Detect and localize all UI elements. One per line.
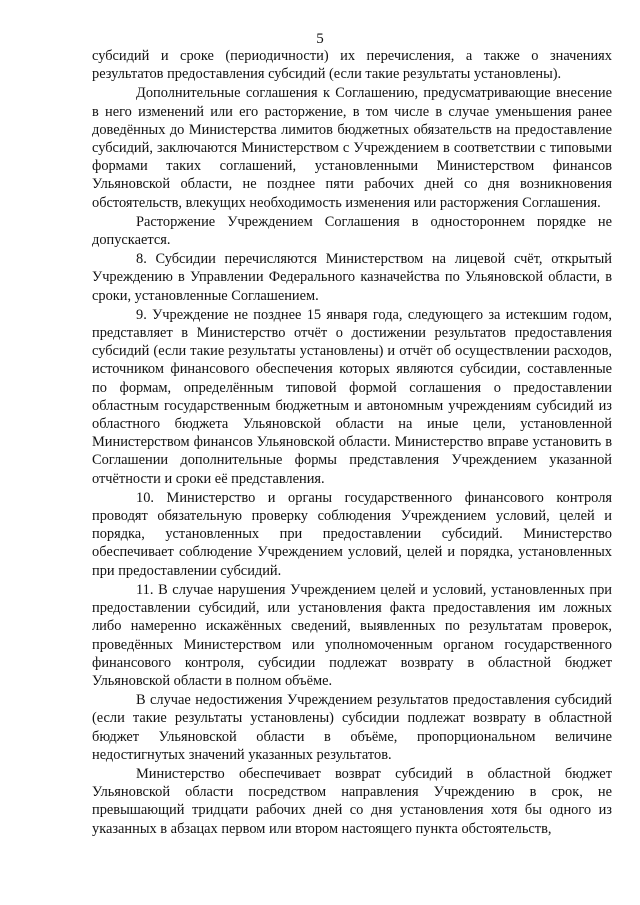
- document-body: [92, 47, 612, 838]
- paragraph-return-subsidies: Министерство обеспечивает возврат субсидий в областной бюджет Ульяновской области посредством направления Учреждению в срок, не превышающий тридцати рабочих дней со дня установления хотя бы одного из указанных в абзацах первом или втором настоящего пункта обстоятельств,: [92, 765, 612, 837]
- paragraph-additional-agreements: Дополнительные соглашения к Соглашению, предусматривающие внесение в него изменений или его расторжение, в том числе в случае уменьшения ранее доведённых до Министерства лимитов бюджетных обязательств на предоставление субсидий, заключаются Министерством с Учреждением в соответствии с типовыми формами таких соглашений, установленными Министерством финансов Ульяновской области, не позднее пяти рабочих дней со дня возникновения обстоятельств, влекущих необходимость изменения или расторжения Соглашения.: [92, 85, 612, 211]
- paragraph-termination: Расторжение Учреждением Соглашения в одностороннем порядке не допускается.: [92, 213, 612, 249]
- paragraph-item-11: 11. В случае нарушения Учреждением целей и условий, установленных при предоставлении субсидий, или установления факта предоставления им ложных либо намеренно искажённых сведений, выявленных по результатам проверок, проведённых Министерством или уполномоченным органом государственного финансового контроля, субсидии подлежат возврату в областной бюджет Ульяновской области в полном объёме.: [92, 581, 612, 689]
- paragraph-continuation: субсидий и сроке (периодичности) их перечисления, а также о значениях результатов предоставления субсидий (если такие результаты установлены).: [92, 48, 612, 83]
- page-number: 5: [316, 31, 324, 47]
- paragraph-item-10: 10. Министерство и органы государственного финансового контроля проводят обязательную проверку соблюдения Учреждением условий, целей и порядка, установленных при предоставлении субсидий. Министерство обеспечивает соблюдение Учреждением условий, целей и порядка, установленных при предоставлении субсидий.: [92, 489, 612, 579]
- paragraph-non-achievement: В случае недостижения Учреждением результатов предоставления субсидий (если такие результаты установлены) субсидии подлежат возврату в областной бюджет Ульяновской области в объёме, пропорциональном величине недостигнутых значений указанных результатов.: [92, 692, 612, 763]
- paragraph-item-9: 9. Учреждение не позднее 15 января года, следующего за истекшим годом, представляет в Министерство отчёт о достижении результатов предоставления субсидий (если такие результаты установлены) и отчёт об осуществлении расходов, источником финансового обеспечения которых являются субсидии, составленные по формам, определённым типовой формой соглашения о предоставлении областным государственным бюджетным и автономным учреждениям субсидий из областного бюджета Ульяновской области на иные цели, установленной Министерством финансов Ульяновской области. Министерство вправе установить в Соглашении дополнительные формы представления Учреждением указанной отчётности и сроки её представления.: [92, 306, 612, 487]
- paragraph-item-8: 8. Субсидии перечисляются Министерством на лицевой счёт, открытый Учреждению в Управлении Федерального казначейства по Ульяновской области, в сроки, установленные Соглашением.: [92, 251, 612, 304]
